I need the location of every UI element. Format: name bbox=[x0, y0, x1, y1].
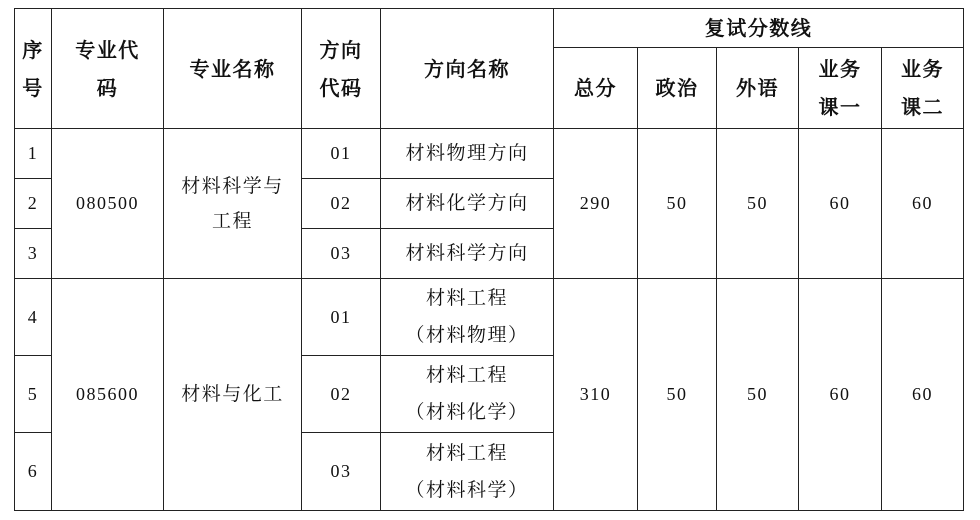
cell-direction-name-line: （材料物理） bbox=[405, 325, 529, 346]
cell-seq: 5 bbox=[15, 356, 52, 433]
header-major-code-line: 码 bbox=[96, 75, 119, 100]
header-seq-line: 号 bbox=[22, 75, 44, 100]
cell-direction-name-line: 材料物理方向 bbox=[405, 143, 529, 164]
table-row bbox=[15, 129, 964, 179]
cell-course-two: 60 bbox=[882, 129, 964, 279]
cell-direction-code: 01 bbox=[302, 129, 381, 179]
header-direction-name bbox=[381, 9, 554, 129]
cell-total: 290 bbox=[554, 129, 638, 279]
table-row bbox=[15, 279, 964, 356]
cell-direction-code: 03 bbox=[302, 229, 381, 279]
header-politics: 政治 bbox=[638, 48, 717, 129]
header-foreign-language: 外语 bbox=[717, 48, 799, 129]
cell-direction-name bbox=[381, 279, 554, 356]
header-course-one bbox=[799, 48, 882, 129]
cell-direction-name bbox=[381, 433, 554, 511]
cell-direction-name-line: 材料科学方向 bbox=[405, 243, 529, 264]
header-direction-name-line: 方向名称 bbox=[424, 56, 510, 81]
cell-major-name-line: 工程 bbox=[211, 210, 253, 232]
cell-direction-name-line: 材料工程 bbox=[425, 288, 508, 309]
cell-direction-name bbox=[381, 179, 554, 229]
header-course-two-line: 课二 bbox=[901, 95, 945, 119]
header-direction-code-line: 代码 bbox=[319, 75, 363, 100]
cell-major-name bbox=[164, 279, 302, 511]
cell-seq: 3 bbox=[15, 229, 52, 279]
header-seq-line: 序 bbox=[22, 37, 44, 62]
header-course-one-line: 课一 bbox=[818, 95, 862, 119]
cell-direction-code: 03 bbox=[302, 433, 381, 511]
cell-direction-name-line: 材料化学方向 bbox=[405, 193, 529, 214]
table-body bbox=[15, 129, 964, 511]
header-retest-score-line: 复试分数线 bbox=[554, 9, 964, 48]
header-row-1 bbox=[15, 9, 964, 48]
cell-direction-name-line: （材料化学） bbox=[405, 402, 529, 423]
header-total: 总分 bbox=[554, 48, 638, 129]
score-table bbox=[14, 8, 964, 511]
cell-direction-code: 02 bbox=[302, 179, 381, 229]
cell-direction-code: 01 bbox=[302, 279, 381, 356]
header-major-code bbox=[52, 9, 164, 129]
cell-seq: 4 bbox=[15, 279, 52, 356]
header-major-name-line: 专业名称 bbox=[189, 56, 276, 81]
cell-total: 310 bbox=[554, 279, 638, 511]
header-major-code-line: 专业代 bbox=[75, 37, 140, 62]
header-direction-code bbox=[302, 9, 381, 129]
cell-seq: 1 bbox=[15, 129, 52, 179]
cell-politics: 50 bbox=[638, 279, 717, 511]
cell-course-one: 60 bbox=[799, 129, 882, 279]
cell-major-name-line: 材料科学与 bbox=[181, 175, 284, 197]
cell-direction-name bbox=[381, 356, 554, 433]
cell-course-one: 60 bbox=[799, 279, 882, 511]
header-seq bbox=[15, 9, 52, 129]
cell-direction-name-line: 材料工程 bbox=[425, 365, 508, 386]
cell-direction-name bbox=[381, 129, 554, 179]
cell-direction-name bbox=[381, 229, 554, 279]
cell-major-code: 085600 bbox=[52, 279, 164, 511]
cell-major-name-line: 材料与化工 bbox=[181, 384, 284, 405]
cell-seq: 6 bbox=[15, 433, 52, 511]
cell-major-name bbox=[164, 129, 302, 279]
cell-direction-name-line: （材料科学） bbox=[405, 479, 529, 501]
header-direction-code-line: 方向 bbox=[319, 37, 363, 62]
cell-foreign-language: 50 bbox=[717, 279, 799, 511]
table-header bbox=[15, 9, 964, 129]
header-course-two-line: 业务 bbox=[901, 57, 945, 81]
cell-politics: 50 bbox=[638, 129, 717, 279]
header-course-one-line: 业务 bbox=[818, 57, 862, 81]
cell-direction-name-line: 材料工程 bbox=[425, 442, 508, 464]
cell-major-code: 080500 bbox=[52, 129, 164, 279]
cell-course-two: 60 bbox=[882, 279, 964, 511]
cell-seq: 2 bbox=[15, 179, 52, 229]
cell-direction-code: 02 bbox=[302, 356, 381, 433]
header-course-two bbox=[882, 48, 964, 129]
header-major-name bbox=[164, 9, 302, 129]
cell-foreign-language: 50 bbox=[717, 129, 799, 279]
